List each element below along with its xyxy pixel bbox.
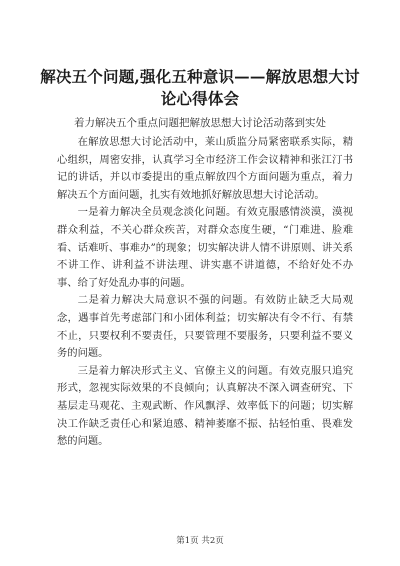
document-title: 解决五个问题,强化五种意识——解放思想大讨论心得体会 <box>40 67 360 108</box>
paragraph-intro: 在解放思想大讨论活动中，莱山质监分局紧密联系实际，精心组织，周密安排，认真学习全市经济工作会议精神和张江汀书记的讲话，并以市委提出的重点解放四个方面问题为重点，着力解决五个方面问题，扎实有效地抓好解放思想大讨论活动。 <box>57 136 353 201</box>
document-body <box>57 134 353 451</box>
page-number-footer: 第1页 共2页 <box>176 536 224 546</box>
document-subtitle: 着力解决五个重点问题把解放思想大讨论活动落到实处 <box>74 117 326 129</box>
paragraph-point-three: 三是着力解决形式主义、官僚主义的问题。有效克服只追究形式，忽视实际效果的不良倾向；认真解决不深入调查研究、下基层走马观花、主观武断、作风飘浮、效率低下的问题；切实解决工作缺乏责任心和紧迫感、精神萎靡不振、拈轻怕重、畏难发愁的问题。 <box>57 364 353 448</box>
paragraph-point-one: 一是着力解决全员观念淡化问题。有效克服感情淡漠，漠视群众利益，不关心群众疾苦，对群众态度生硬，“门难进、脸难看、话难听、事难办”的现象；切实解决讲人情不讲原则、讲关系不讲工作、讲利益不讲法理、讲实惠不讲道德，不给好处不办事、给了好处乱办事的问题。 <box>57 206 353 289</box>
paragraph-point-two: 二是着力解决大局意识不强的问题。有效防止缺乏大局观念，遇事首先考虑部门和小团体利益；切实解决有令不行、有禁不止，只要权利不要责任，只要管理不要服务，只要利益不要义务的问题。 <box>57 294 353 360</box>
